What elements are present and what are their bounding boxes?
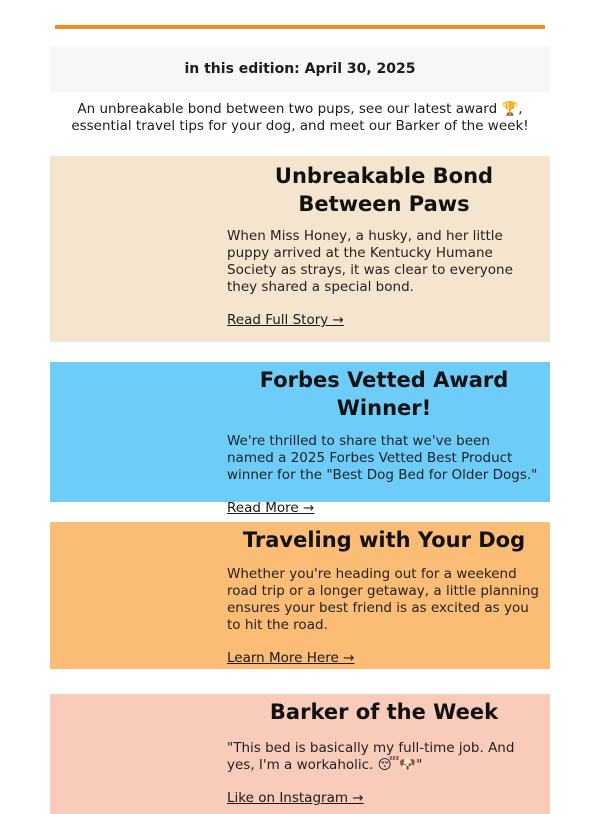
story-content bbox=[227, 694, 541, 807]
edition-date: in this edition: April 30, 2025 bbox=[184, 61, 416, 77]
story-card-unbreakable-bond bbox=[50, 156, 550, 342]
read-more-link[interactable]: Read More → bbox=[227, 500, 315, 516]
story-image bbox=[50, 156, 220, 342]
story-title: Barker of the Week bbox=[269, 700, 499, 724]
story-title: Unbreakable Bond Between Paws bbox=[274, 164, 494, 216]
story-content bbox=[227, 362, 541, 517]
story-body: When Miss Honey, a husky, and her little puppy arrived at the Kentucky Humane Society as strays, it was clear to everyone they shared a special bond. bbox=[227, 228, 513, 295]
story-image bbox=[50, 362, 220, 502]
story-card-forbes-award bbox=[50, 362, 550, 516]
story-body: We're thrilled to share that we've been named a 2025 Forbes Vetted Best Product winner for the "Best Dog Bed for Older Dogs." bbox=[227, 433, 538, 483]
story-image bbox=[50, 522, 220, 669]
read-full-story-link[interactable]: Read Full Story → bbox=[227, 312, 344, 328]
story-card-traveling bbox=[50, 522, 550, 669]
accent-bar bbox=[55, 25, 545, 29]
story-title: Forbes Vetted Award Winner! bbox=[259, 368, 509, 420]
story-content bbox=[227, 156, 541, 329]
story-image bbox=[50, 694, 220, 814]
story-content bbox=[227, 522, 541, 667]
story-body: Whether you're heading out for a weekend road trip or a longer getaway, a little planning ensures your best friend is as excited as you to hit the road. bbox=[227, 566, 539, 633]
intro-text: An unbreakable bond between two pups, see our latest award 🏆, essential travel tips for your dog, and meet our Barker of the week! bbox=[71, 101, 529, 134]
edition-banner bbox=[50, 46, 550, 92]
story-body: "This bed is basically my full-time job. And yes, I'm a workaholic. 😴🐶" bbox=[227, 740, 515, 773]
story-card-barker-of-week bbox=[50, 694, 550, 814]
learn-more-link[interactable]: Learn More Here → bbox=[227, 650, 355, 666]
like-on-instagram-link[interactable]: Like on Instagram → bbox=[227, 790, 364, 806]
story-title: Traveling with Your Dog bbox=[242, 528, 526, 552]
